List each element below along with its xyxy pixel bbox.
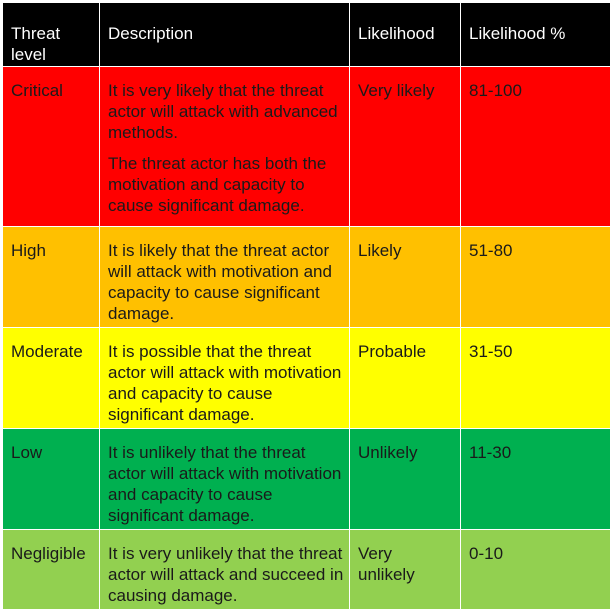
likelihood-cell: Probable [350, 328, 461, 429]
likelihood-percent-cell: 31-50 [461, 328, 611, 429]
likelihood-cell: Likely [350, 227, 461, 328]
threat-level-cell: Critical [3, 67, 100, 227]
description-cell [100, 429, 350, 530]
description-text: It is very likely that the threat actor will attack with advanced methods. [108, 81, 338, 142]
threat-level-cell: Low [3, 429, 100, 530]
header-row [3, 3, 611, 67]
header-likelihood: Likelihood [350, 3, 461, 67]
description-text: It is unlikely that the threat actor will attack with motivation and capacity to cause significant damage. [108, 443, 342, 525]
threat-level-table [2, 2, 611, 610]
description-text: It is very unlikely that the threat actor will attack and succeed in causing damage. [108, 544, 344, 605]
likelihood-percent-cell: 11-30 [461, 429, 611, 530]
description-cell [100, 328, 350, 429]
threat-level-cell: Negligible [3, 530, 100, 610]
likelihood-cell: Very unlikely [350, 530, 461, 610]
header-description: Description [100, 3, 350, 67]
header-threat-level: Threat level [3, 3, 100, 67]
table-row-low [3, 429, 611, 530]
description-cell [100, 227, 350, 328]
likelihood-percent-cell: 81-100 [461, 67, 611, 227]
description-text: It is possible that the threat actor will attack with motivation and capacity to cause significant damage. [108, 342, 342, 424]
likelihood-percent-cell: 51-80 [461, 227, 611, 328]
table-row-high [3, 227, 611, 328]
description-cell [100, 530, 350, 610]
table-row-negligible [3, 530, 611, 610]
header-likelihood-percent: Likelihood % [461, 3, 611, 67]
description-text: It is likely that the threat actor will attack with motivation and capacity to cause significant damage. [108, 241, 332, 323]
table-row-moderate [3, 328, 611, 429]
threat-level-cell: High [3, 227, 100, 328]
likelihood-cell: Very likely [350, 67, 461, 227]
description-text: The threat actor has both the motivation and capacity to cause significant damage. [108, 154, 327, 215]
threat-level-cell: Moderate [3, 328, 100, 429]
likelihood-cell: Unlikely [350, 429, 461, 530]
description-cell [100, 67, 350, 227]
table-row-critical [3, 67, 611, 227]
likelihood-percent-cell: 0-10 [461, 530, 611, 610]
